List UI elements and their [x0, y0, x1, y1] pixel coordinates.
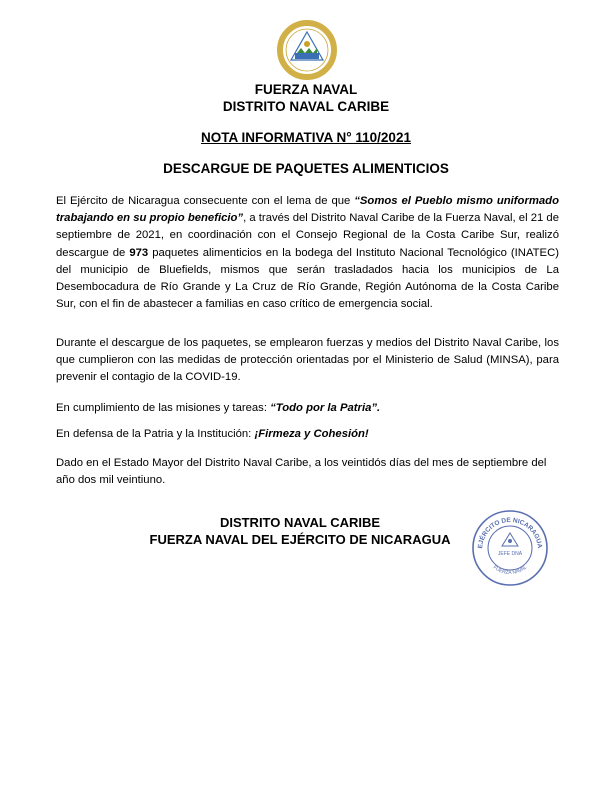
stamp-bottom-text: FUERZA NAVAL [491, 564, 529, 577]
motto-firmeza-y-cohesion: ¡Firmeza y Cohesión! [254, 428, 369, 440]
paragraph-4-text: En defensa de la Patria y la Institución: [56, 428, 255, 440]
note-title: NOTA INFORMATIVA N° 110/2021 [201, 130, 411, 145]
note-subject: DESCARGUE DE PAQUETES ALIMENTICIOS [163, 161, 449, 176]
paragraph-1-text-b: , a través del Distrito Naval Caribe de la Fuerza Naval, el 21 de septiembre de 2021, en coordinación con el Consejo Regional de la Costa Caribe Sur, realizó descargue de [56, 212, 559, 259]
package-count: 973 [129, 246, 149, 259]
paragraph-5: Dado en el Estado Mayor del Distrito Naval Caribe, a los veintidós días del mes de septiembre del año dos mil veintiuno. [56, 457, 547, 487]
stamp-ring-text: EJÉRCITO DE NICARAGUA [476, 516, 544, 549]
paragraph-3-text: En cumplimiento de las misiones y tareas: [56, 402, 271, 414]
army-motto: “Somos el Pueblo mismo uniformado trabajando en su propio beneficio” [56, 195, 559, 225]
nicaragua-coat-of-arms-emblem [272, 20, 342, 80]
signature-line-2: FUERZA NAVAL DEL EJÉRCITO DE NICARAGUA [149, 532, 451, 547]
official-stamp [470, 508, 550, 588]
paragraph-3 [56, 400, 559, 417]
signature-line-1: DISTRITO NAVAL CARIBE [219, 515, 381, 530]
paragraph-2: Durante el descargue de los paquetes, se emplearon fuerzas y medios del Distrito Naval Caribe, los que cumplieron con las medidas de protección orientadas por el Ministerio de Salud (MINSA), para prevenir el contagio de la COVID-19. [56, 337, 559, 384]
organization-name: FUERZA NAVAL [254, 82, 358, 97]
paragraph-1 [56, 193, 559, 313]
stamp-center-text: JEFE DNA [497, 551, 523, 557]
district-name: DISTRITO NAVAL CARIBE [222, 99, 390, 114]
paragraph-4 [56, 426, 559, 443]
motto-todo-por-la-patria: “Todo por la Patria”. [270, 402, 381, 414]
svg-text:FUERZA NAVAL [492, 564, 529, 576]
paragraph-1-text-a: El Ejército de Nicaragua consecuente con el lema de que [56, 195, 355, 207]
paragraph-1-text-c: paquetes alimenticios en la bodega del Instituto Nacional Tecnológico (INATEC) del municipio de Bluefields, mismos que serán trasladados hacia los municipios de La Desembocadura de Río Grande y La Cruz de Río Grande, Región Autónoma de la Costa Caribe Sur, con el fin de abastecer a familias en caso crítico de emergencia social. [56, 246, 559, 311]
